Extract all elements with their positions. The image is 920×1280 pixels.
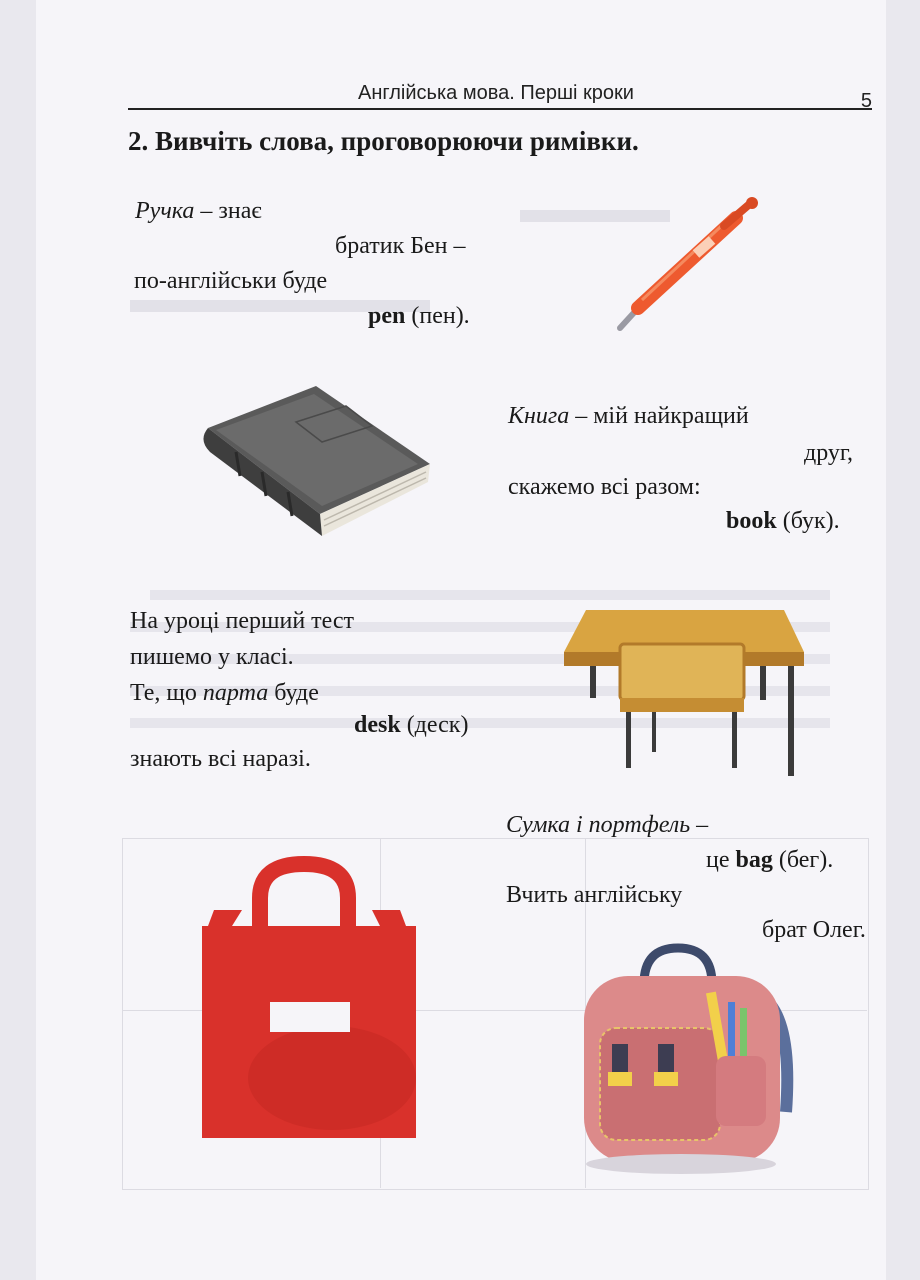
rhyme-book-line-2: друг, — [804, 440, 854, 466]
rhyme-desk-line-2: пишемо у класі. — [130, 644, 294, 670]
rhyme-pen-line-1: Ручка – знає — [135, 198, 262, 224]
word-book-ua: Книга — [508, 403, 570, 429]
word-pen-en: pen — [368, 303, 406, 329]
rhyme-pen-line-4: pen (пен). — [368, 303, 470, 329]
rhyme-bag-line-3: Вчить англійську — [506, 882, 683, 908]
bag-icon — [192, 858, 422, 1140]
rhyme-desk-line-4: desk (деск) — [354, 712, 469, 738]
rhyme-pen-line-2: братик Бен – — [335, 233, 466, 259]
word-bag-ua: Сумка і портфель — [506, 812, 691, 838]
word-desk-ua: парта — [202, 680, 269, 706]
word-book-en: book — [726, 508, 777, 534]
exercise-heading: 2. Вивчіть слова, проговорюючи римівки. — [128, 126, 639, 156]
rhyme-book-line-4: book (бук). — [726, 508, 840, 534]
rhyme-bag-line-2: це bag (бег). — [706, 847, 834, 873]
rhyme-desk-line-3: Те, що парта буде — [130, 680, 319, 706]
pen-icon — [612, 196, 762, 336]
rhyme-bag-line-1: Сумка і портфель – — [506, 812, 709, 838]
rhyme-pen-line-3: по-англійськи буде — [134, 268, 328, 294]
book-icon — [196, 386, 436, 538]
running-header — [128, 78, 872, 110]
rhyme-book-line-3: скажемо всі разом: — [508, 474, 701, 500]
backpack-icon — [566, 944, 796, 1176]
rhyme-desk-line-1: На уроці перший тест — [130, 608, 355, 634]
word-bag-en: bag — [735, 847, 773, 873]
rhyme-book-line-1: Книга – мій найкращий — [508, 403, 749, 429]
rhyme-desk-line-5: знають всі наразі. — [130, 746, 311, 772]
word-pen-ua: Ручка — [135, 198, 195, 224]
desk-icon — [560, 606, 808, 776]
page-number: 5 — [860, 90, 872, 112]
word-desk-en: desk — [354, 712, 401, 738]
rhyme-bag-line-4: брат Олег. — [762, 917, 866, 943]
header-title: Англійська мова. Перші кроки — [358, 82, 634, 104]
